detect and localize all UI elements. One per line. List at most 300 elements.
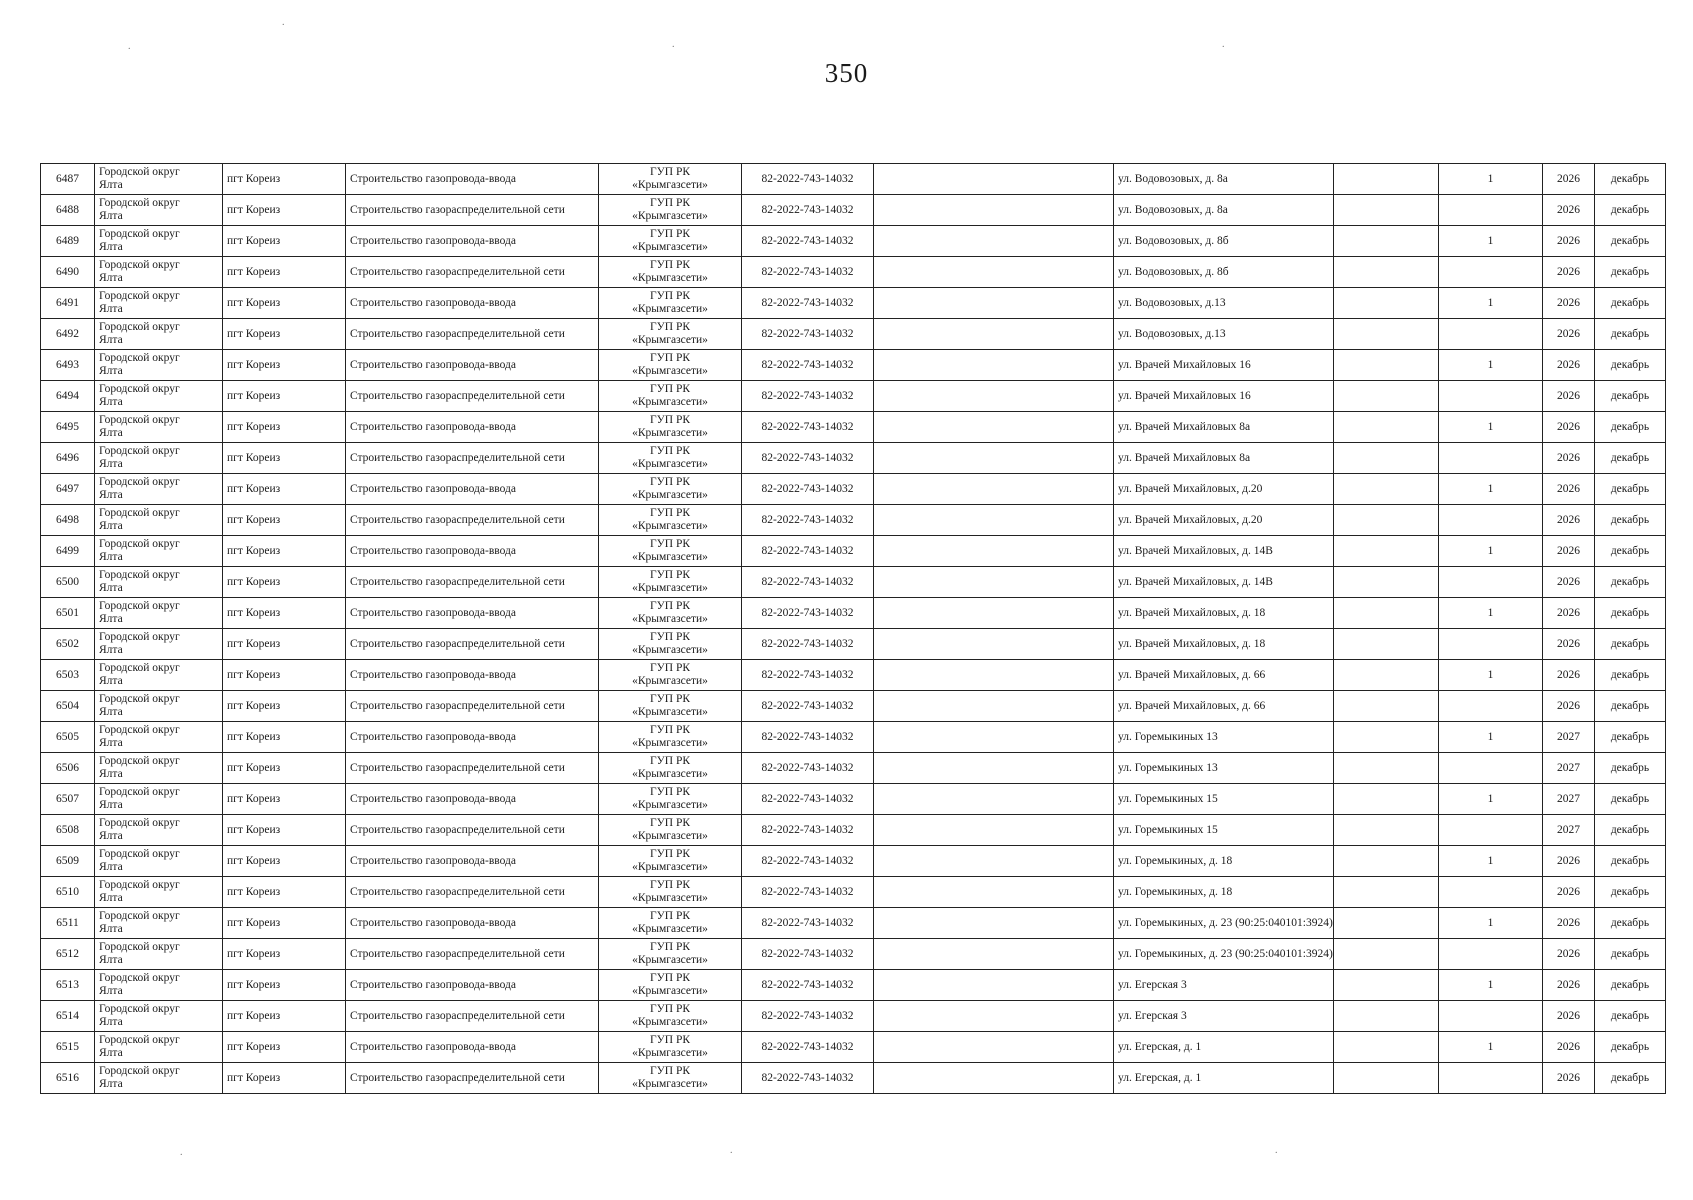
organization-cell-line: «Крымгазсети» — [632, 923, 708, 935]
locality-cell: пгт Кореиз — [223, 443, 346, 474]
program-code-cell: 82-2022-743-14032 — [742, 567, 874, 598]
program-code-cell: 82-2022-743-14032 — [742, 753, 874, 784]
organization-cell-line: «Крымгазсети» — [632, 179, 708, 191]
empty-cell — [1334, 660, 1439, 691]
month-cell: декабрь — [1595, 815, 1666, 846]
row-number-cell: 6490 — [41, 257, 95, 288]
year-cell: 2026 — [1543, 970, 1595, 1001]
scan-speck: . — [1222, 39, 1225, 50]
address-cell: ул. Егерская, д. 1 — [1114, 1032, 1334, 1063]
organization-cell-line: ГУП РК — [649, 290, 691, 302]
municipality-cell-line: Ялта — [99, 489, 123, 501]
table-row — [41, 226, 1666, 257]
organization-cell-line: ГУП РК — [649, 352, 691, 364]
organization-cell-line: ГУП РК — [649, 197, 691, 209]
row-number-cell: 6502 — [41, 629, 95, 660]
locality-cell: пгт Кореиз — [223, 815, 346, 846]
municipality-cell — [95, 753, 223, 784]
count-cell — [1439, 877, 1543, 908]
program-code-cell: 82-2022-743-14032 — [742, 257, 874, 288]
municipality-cell-line: Ялта — [99, 582, 123, 594]
table-row — [41, 1001, 1666, 1032]
empty-cell — [1334, 598, 1439, 629]
municipality-cell-line: Ялта — [99, 768, 123, 780]
locality-cell: пгт Кореиз — [223, 381, 346, 412]
address-cell: ул. Водовозовых, д. 8б — [1114, 257, 1334, 288]
year-cell: 2026 — [1543, 536, 1595, 567]
organization-cell-line: ГУП РК — [649, 321, 691, 333]
count-cell — [1439, 939, 1543, 970]
empty-cell — [874, 815, 1114, 846]
empty-cell — [1334, 288, 1439, 319]
address-cell: ул. Врачей Михайловых 8а — [1114, 443, 1334, 474]
table-row — [41, 443, 1666, 474]
address-cell: ул. Врачей Михайловых 16 — [1114, 350, 1334, 381]
organization-cell — [599, 567, 742, 598]
table-row — [41, 691, 1666, 722]
work-type-cell: Строительство газопровода-ввода — [346, 164, 599, 195]
empty-cell — [874, 753, 1114, 784]
organization-cell-line: «Крымгазсети» — [632, 334, 708, 346]
municipality-cell-line: Ялта — [99, 365, 123, 377]
organization-cell-line: ГУП РК — [649, 569, 691, 581]
work-type-cell: Строительство газопровода-ввода — [346, 846, 599, 877]
locality-cell: пгт Кореиз — [223, 753, 346, 784]
empty-cell — [874, 691, 1114, 722]
count-cell — [1439, 1001, 1543, 1032]
organization-cell — [599, 1001, 742, 1032]
row-number-cell: 6503 — [41, 660, 95, 691]
municipality-cell-line: Городской округ — [99, 1034, 180, 1046]
organization-cell-line: ГУП РК — [649, 166, 691, 178]
municipality-cell — [95, 412, 223, 443]
locality-cell: пгт Кореиз — [223, 226, 346, 257]
address-cell: ул. Горемыкиных 15 — [1114, 784, 1334, 815]
empty-cell — [874, 629, 1114, 660]
work-type-cell: Строительство газораспределительной сети — [346, 629, 599, 660]
empty-cell — [874, 908, 1114, 939]
municipality-cell-line: Городской округ — [99, 817, 180, 829]
organization-cell-line: «Крымгазсети» — [632, 551, 708, 563]
municipality-cell-line: Городской округ — [99, 1065, 180, 1077]
empty-cell — [1334, 505, 1439, 536]
year-cell: 2026 — [1543, 195, 1595, 226]
organization-cell-line: «Крымгазсети» — [632, 272, 708, 284]
empty-cell — [1334, 350, 1439, 381]
empty-cell — [874, 350, 1114, 381]
organization-cell — [599, 908, 742, 939]
organization-cell-line: ГУП РК — [649, 259, 691, 271]
empty-cell — [1334, 226, 1439, 257]
municipality-cell-line: Городской округ — [99, 414, 180, 426]
row-number-cell: 6501 — [41, 598, 95, 629]
organization-cell — [599, 381, 742, 412]
program-code-cell: 82-2022-743-14032 — [742, 722, 874, 753]
organization-cell-line: «Крымгазсети» — [632, 985, 708, 997]
program-code-cell: 82-2022-743-14032 — [742, 1001, 874, 1032]
organization-cell-line: «Крымгазсети» — [632, 861, 708, 873]
month-cell: декабрь — [1595, 474, 1666, 505]
locality-cell: пгт Кореиз — [223, 629, 346, 660]
program-code-cell: 82-2022-743-14032 — [742, 908, 874, 939]
municipality-cell-line: Ялта — [99, 613, 123, 625]
municipality-cell — [95, 815, 223, 846]
year-cell: 2026 — [1543, 908, 1595, 939]
month-cell: декабрь — [1595, 660, 1666, 691]
month-cell: декабрь — [1595, 381, 1666, 412]
municipality-cell-line: Городской округ — [99, 755, 180, 767]
count-cell: 1 — [1439, 908, 1543, 939]
municipality-cell — [95, 288, 223, 319]
work-type-cell: Строительство газораспределительной сети — [346, 877, 599, 908]
organization-cell — [599, 753, 742, 784]
organization-cell-line: «Крымгазсети» — [632, 613, 708, 625]
municipality-cell-line: Ялта — [99, 179, 123, 191]
municipality-cell — [95, 505, 223, 536]
table-row — [41, 474, 1666, 505]
organization-cell — [599, 288, 742, 319]
locality-cell: пгт Кореиз — [223, 257, 346, 288]
municipality-cell-line: Городской округ — [99, 166, 180, 178]
table-row — [41, 846, 1666, 877]
locality-cell: пгт Кореиз — [223, 164, 346, 195]
organization-cell-line: «Крымгазсети» — [632, 1078, 708, 1090]
municipality-cell-line: Ялта — [99, 954, 123, 966]
organization-cell-line: ГУП РК — [649, 600, 691, 612]
municipality-cell — [95, 939, 223, 970]
program-code-cell: 82-2022-743-14032 — [742, 350, 874, 381]
organization-cell-line: ГУП РК — [649, 414, 691, 426]
organization-cell-line: ГУП РК — [649, 941, 691, 953]
month-cell: декабрь — [1595, 567, 1666, 598]
program-code-cell: 82-2022-743-14032 — [742, 288, 874, 319]
row-number-cell: 6495 — [41, 412, 95, 443]
month-cell: декабрь — [1595, 1001, 1666, 1032]
year-cell: 2026 — [1543, 350, 1595, 381]
year-cell: 2027 — [1543, 784, 1595, 815]
organization-cell — [599, 474, 742, 505]
municipality-cell — [95, 691, 223, 722]
table-row — [41, 908, 1666, 939]
organization-cell — [599, 691, 742, 722]
locality-cell: пгт Кореиз — [223, 660, 346, 691]
organization-cell-line: «Крымгазсети» — [632, 892, 708, 904]
table-row — [41, 567, 1666, 598]
count-cell: 1 — [1439, 288, 1543, 319]
address-cell: ул. Водовозовых, д. 8а — [1114, 195, 1334, 226]
municipality-cell — [95, 443, 223, 474]
row-number-cell: 6494 — [41, 381, 95, 412]
locality-cell: пгт Кореиз — [223, 567, 346, 598]
municipality-cell-line: Городской округ — [99, 569, 180, 581]
empty-cell — [874, 288, 1114, 319]
organization-cell — [599, 815, 742, 846]
address-cell: ул. Водовозовых, д. 8а — [1114, 164, 1334, 195]
locality-cell: пгт Кореиз — [223, 939, 346, 970]
table-row — [41, 350, 1666, 381]
locality-cell: пгт Кореиз — [223, 908, 346, 939]
work-type-cell: Строительство газопровода-ввода — [346, 970, 599, 1001]
organization-cell-line: «Крымгазсети» — [632, 458, 708, 470]
address-cell: ул. Врачей Михайловых 16 — [1114, 381, 1334, 412]
row-number-cell: 6505 — [41, 722, 95, 753]
program-code-cell: 82-2022-743-14032 — [742, 846, 874, 877]
empty-cell — [874, 443, 1114, 474]
program-code-cell: 82-2022-743-14032 — [742, 164, 874, 195]
empty-cell — [874, 536, 1114, 567]
organization-cell-line: «Крымгазсети» — [632, 706, 708, 718]
program-code-cell: 82-2022-743-14032 — [742, 226, 874, 257]
municipality-cell — [95, 970, 223, 1001]
work-type-cell: Строительство газопровода-ввода — [346, 412, 599, 443]
address-cell: ул. Врачей Михайловых, д. 18 — [1114, 629, 1334, 660]
organization-cell-line: «Крымгазсети» — [632, 396, 708, 408]
month-cell: декабрь — [1595, 846, 1666, 877]
municipality-cell-line: Городской округ — [99, 600, 180, 612]
address-cell: ул. Врачей Михайловых, д.20 — [1114, 505, 1334, 536]
municipality-cell-line: Городской округ — [99, 662, 180, 674]
locality-cell: пгт Кореиз — [223, 722, 346, 753]
program-code-cell: 82-2022-743-14032 — [742, 1032, 874, 1063]
locality-cell: пгт Кореиз — [223, 1001, 346, 1032]
address-cell: ул. Врачей Михайловых, д. 14В — [1114, 536, 1334, 567]
empty-cell — [874, 319, 1114, 350]
organization-cell — [599, 939, 742, 970]
work-type-cell: Строительство газораспределительной сети — [346, 319, 599, 350]
count-cell: 1 — [1439, 722, 1543, 753]
empty-cell — [874, 381, 1114, 412]
empty-cell — [874, 1063, 1114, 1094]
organization-cell — [599, 319, 742, 350]
municipality-cell — [95, 474, 223, 505]
empty-cell — [1334, 567, 1439, 598]
month-cell: декабрь — [1595, 598, 1666, 629]
empty-cell — [874, 505, 1114, 536]
year-cell: 2026 — [1543, 660, 1595, 691]
row-number-cell: 6510 — [41, 877, 95, 908]
municipality-cell — [95, 381, 223, 412]
organization-cell-line: ГУП РК — [649, 1065, 691, 1077]
municipality-cell-line: Ялта — [99, 644, 123, 656]
table-row — [41, 877, 1666, 908]
empty-cell — [1334, 319, 1439, 350]
organization-cell — [599, 877, 742, 908]
count-cell: 1 — [1439, 1032, 1543, 1063]
organization-cell-line: «Крымгазсети» — [632, 675, 708, 687]
municipality-cell-line: Ялта — [99, 334, 123, 346]
row-number-cell: 6493 — [41, 350, 95, 381]
municipality-cell-line: Ялта — [99, 830, 123, 842]
empty-cell — [1334, 629, 1439, 660]
empty-cell — [874, 257, 1114, 288]
empty-cell — [1334, 474, 1439, 505]
organization-cell — [599, 164, 742, 195]
month-cell: декабрь — [1595, 536, 1666, 567]
year-cell: 2026 — [1543, 381, 1595, 412]
year-cell: 2026 — [1543, 505, 1595, 536]
program-code-cell: 82-2022-743-14032 — [742, 443, 874, 474]
year-cell: 2027 — [1543, 722, 1595, 753]
year-cell: 2026 — [1543, 567, 1595, 598]
empty-cell — [1334, 195, 1439, 226]
organization-cell-line: «Крымгазсети» — [632, 489, 708, 501]
organization-cell — [599, 412, 742, 443]
municipality-cell-line: Городской округ — [99, 848, 180, 860]
organization-cell-line: ГУП РК — [649, 724, 691, 736]
page-number: 350 — [824, 58, 869, 88]
empty-cell — [874, 722, 1114, 753]
organization-cell-line: «Крымгазсети» — [632, 737, 708, 749]
empty-cell — [874, 598, 1114, 629]
municipality-cell — [95, 877, 223, 908]
program-code-cell: 82-2022-743-14032 — [742, 784, 874, 815]
month-cell: декабрь — [1595, 257, 1666, 288]
count-cell: 1 — [1439, 970, 1543, 1001]
empty-cell — [1334, 443, 1439, 474]
empty-cell — [1334, 412, 1439, 443]
row-number-cell: 6512 — [41, 939, 95, 970]
row-number-cell: 6507 — [41, 784, 95, 815]
address-cell: ул. Егерская, д. 1 — [1114, 1063, 1334, 1094]
municipality-cell — [95, 1001, 223, 1032]
address-cell: ул. Горемыкиных 15 — [1114, 815, 1334, 846]
municipality-cell-line: Ялта — [99, 737, 123, 749]
row-number-cell: 6500 — [41, 567, 95, 598]
organization-cell — [599, 660, 742, 691]
month-cell: декабрь — [1595, 722, 1666, 753]
count-cell — [1439, 319, 1543, 350]
organization-cell-line: ГУП РК — [649, 662, 691, 674]
empty-cell — [874, 164, 1114, 195]
count-cell — [1439, 567, 1543, 598]
address-cell: ул. Врачей Михайловых, д. 66 — [1114, 691, 1334, 722]
organization-cell — [599, 226, 742, 257]
month-cell: декабрь — [1595, 877, 1666, 908]
work-type-cell: Строительство газопровода-ввода — [346, 784, 599, 815]
month-cell: декабрь — [1595, 1032, 1666, 1063]
row-number-cell: 6515 — [41, 1032, 95, 1063]
row-number-cell: 6511 — [41, 908, 95, 939]
empty-cell — [1334, 1001, 1439, 1032]
municipality-cell-line: Ялта — [99, 675, 123, 687]
address-cell: ул. Горемыкиных, д. 18 — [1114, 877, 1334, 908]
count-cell: 1 — [1439, 164, 1543, 195]
municipality-cell-line: Городской округ — [99, 693, 180, 705]
work-type-cell: Строительство газопровода-ввода — [346, 288, 599, 319]
empty-cell — [1334, 939, 1439, 970]
table-row — [41, 412, 1666, 443]
year-cell: 2027 — [1543, 753, 1595, 784]
empty-cell — [1334, 257, 1439, 288]
work-type-cell: Строительство газораспределительной сети — [346, 505, 599, 536]
municipality-cell-line: Ялта — [99, 427, 123, 439]
empty-cell — [874, 846, 1114, 877]
municipality-cell — [95, 784, 223, 815]
municipality-cell — [95, 908, 223, 939]
row-number-cell: 6516 — [41, 1063, 95, 1094]
program-code-cell: 82-2022-743-14032 — [742, 1063, 874, 1094]
organization-cell — [599, 257, 742, 288]
organization-cell — [599, 970, 742, 1001]
count-cell: 1 — [1439, 412, 1543, 443]
locality-cell: пгт Кореиз — [223, 846, 346, 877]
municipality-cell — [95, 257, 223, 288]
empty-cell — [1334, 908, 1439, 939]
municipality-cell — [95, 195, 223, 226]
organization-cell — [599, 1063, 742, 1094]
empty-cell — [874, 970, 1114, 1001]
registry-rows — [41, 164, 1666, 1094]
work-type-cell: Строительство газораспределительной сети — [346, 1063, 599, 1094]
count-cell — [1439, 505, 1543, 536]
month-cell: декабрь — [1595, 288, 1666, 319]
locality-cell: пгт Кореиз — [223, 412, 346, 443]
locality-cell: пгт Кореиз — [223, 784, 346, 815]
address-cell: ул. Горемыкиных, д. 23 (90:25:040101:3924) — [1114, 939, 1334, 970]
address-cell: ул. Егерская 3 — [1114, 970, 1334, 1001]
month-cell: декабрь — [1595, 195, 1666, 226]
address-cell: ул. Горемыкиных, д. 23 (90:25:040101:3924) — [1114, 908, 1334, 939]
organization-cell-line: ГУП РК — [649, 817, 691, 829]
month-cell: декабрь — [1595, 629, 1666, 660]
scan-speck: . — [128, 41, 131, 52]
year-cell: 2026 — [1543, 1063, 1595, 1094]
row-number-cell: 6504 — [41, 691, 95, 722]
organization-cell — [599, 505, 742, 536]
organization-cell — [599, 536, 742, 567]
work-type-cell: Строительство газораспределительной сети — [346, 691, 599, 722]
organization-cell — [599, 195, 742, 226]
municipality-cell-line: Городской округ — [99, 631, 180, 643]
table-row — [41, 815, 1666, 846]
empty-cell — [874, 1032, 1114, 1063]
work-type-cell: Строительство газораспределительной сети — [346, 753, 599, 784]
work-type-cell: Строительство газопровода-ввода — [346, 226, 599, 257]
table-row — [41, 753, 1666, 784]
municipality-cell — [95, 536, 223, 567]
count-cell — [1439, 257, 1543, 288]
locality-cell: пгт Кореиз — [223, 474, 346, 505]
municipality-cell-line: Городской округ — [99, 290, 180, 302]
month-cell: декабрь — [1595, 908, 1666, 939]
organization-cell-line: ГУП РК — [649, 228, 691, 240]
table-row — [41, 536, 1666, 567]
organization-cell — [599, 846, 742, 877]
organization-cell — [599, 722, 742, 753]
municipality-cell-line: Ялта — [99, 892, 123, 904]
locality-cell: пгт Кореиз — [223, 350, 346, 381]
row-number-cell: 6497 — [41, 474, 95, 505]
locality-cell: пгт Кореиз — [223, 691, 346, 722]
organization-cell-line: ГУП РК — [649, 972, 691, 984]
empty-cell — [1334, 536, 1439, 567]
count-cell: 1 — [1439, 660, 1543, 691]
year-cell: 2026 — [1543, 474, 1595, 505]
year-cell: 2026 — [1543, 226, 1595, 257]
month-cell: декабрь — [1595, 412, 1666, 443]
municipality-cell-line: Ялта — [99, 861, 123, 873]
table-row — [41, 195, 1666, 226]
locality-cell: пгт Кореиз — [223, 536, 346, 567]
count-cell: 1 — [1439, 784, 1543, 815]
table-row — [41, 970, 1666, 1001]
table-row — [41, 319, 1666, 350]
count-cell — [1439, 629, 1543, 660]
organization-cell-line: ГУП РК — [649, 383, 691, 395]
work-type-cell: Строительство газопровода-ввода — [346, 1032, 599, 1063]
month-cell: декабрь — [1595, 164, 1666, 195]
row-number-cell: 6496 — [41, 443, 95, 474]
